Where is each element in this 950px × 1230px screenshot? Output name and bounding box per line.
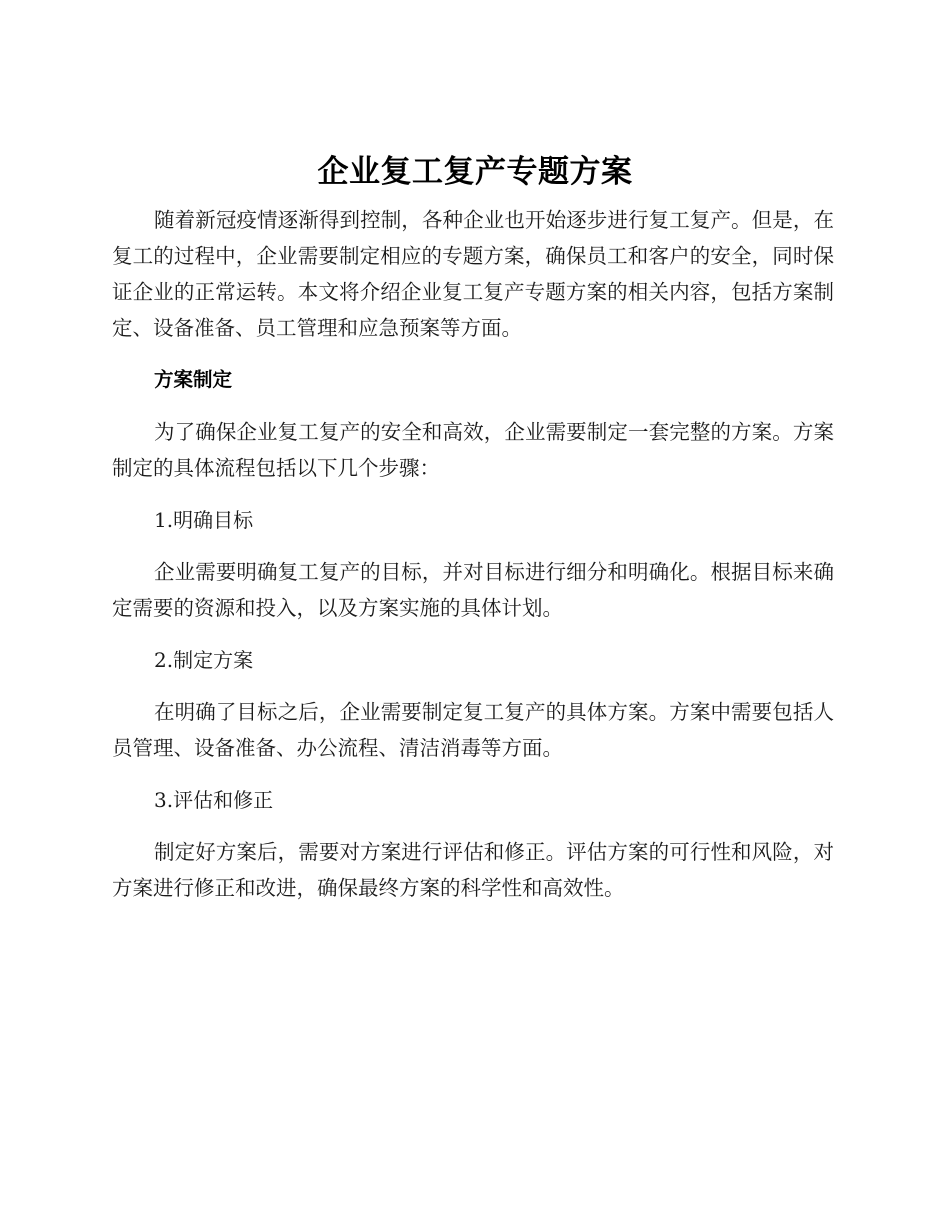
step-3-heading: 3.评估和修正: [154, 788, 274, 812]
intro-paragraph: 随着新冠疫情逐渐得到控制，各种企业也开始逐步进行复工复产。但是，在复工的过程中，企业需要制定相应的专题方案，确保员工和客户的安全，同时保证企业的正常运转。本文将介绍企业复工复产专题方案的相关内容，包括方案制定、设备准备、员工管理和应急预案等方面。: [112, 208, 834, 340]
step-2-heading: 2.制定方案: [154, 648, 254, 672]
document-body: [112, 202, 834, 922]
step-1-heading: 1.明确目标: [154, 508, 254, 532]
step-3-paragraph: 制定好方案后，需要对方案进行评估和修正。评估方案的可行性和风险，对方案进行修正和改进，确保最终方案的科学性和高效性。: [112, 840, 834, 900]
document-title: 企业复工复产专题方案: [317, 154, 633, 190]
section-heading: 方案制定: [154, 368, 233, 391]
section-intro-paragraph: 为了确保企业复工复产的安全和高效，企业需要制定一套完整的方案。方案制定的具体流程包括以下几个步骤：: [112, 420, 834, 480]
step-1-paragraph: 企业需要明确复工复产的目标，并对目标进行细分和明确化。根据目标来确定需要的资源和投入，以及方案实施的具体计划。: [112, 560, 834, 620]
step-2-paragraph: 在明确了目标之后，企业需要制定复工复产的具体方案。方案中需要包括人员管理、设备准备、办公流程、清洁消毒等方面。: [112, 700, 834, 760]
